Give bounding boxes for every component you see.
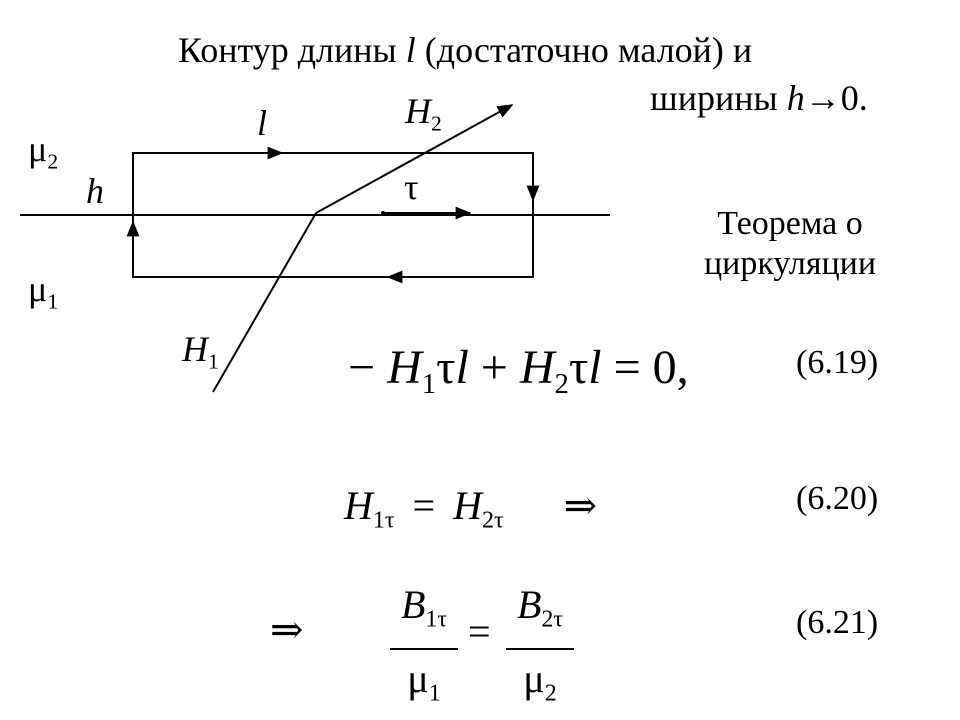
H1-vector: [213, 213, 316, 392]
label-l: l: [257, 103, 268, 143]
eq620-implies: ⇒: [563, 483, 598, 528]
eq619-l2: l: [588, 341, 602, 394]
eq621-mu1-sub: 1: [428, 680, 441, 707]
eq619-H2-letter: H: [519, 341, 555, 394]
eq621-implies: ⇒: [270, 607, 304, 652]
eq621-mu1-letter: μ: [407, 656, 429, 702]
eq619-H2: [519, 341, 569, 401]
equation-6-19: [348, 340, 689, 401]
label-H2-sub: 2: [431, 111, 442, 136]
eq621-fraction-left: [390, 582, 458, 717]
eq620-H1-letter: H: [344, 483, 373, 528]
eq621-fraction-right: [506, 582, 574, 717]
eq620-eq: =: [412, 483, 436, 528]
label-H1: [182, 328, 219, 375]
eq619-l1: l: [455, 341, 469, 394]
title-line1-prefix: Контур длины: [178, 30, 406, 70]
title-line1-suffix: (достаточно малой) и: [415, 30, 753, 70]
eq620-H2: [453, 483, 504, 534]
eq619-H1-sub: 1: [421, 368, 437, 401]
eq-number-6-20: (6.20): [796, 480, 879, 517]
eq620-H1-sub: 1τ: [372, 507, 395, 534]
label-mu2-sub: 2: [47, 149, 59, 174]
eq621-bar-right: [506, 648, 574, 650]
label-h: h: [86, 171, 104, 211]
title-line2-var: h: [786, 78, 805, 118]
title-line2-suffix: →0.: [804, 78, 868, 118]
label-mu2-main: μ: [28, 129, 48, 169]
theorem-heading: [670, 204, 910, 284]
eq619-minus: −: [348, 341, 376, 394]
label-tau: τ: [404, 167, 419, 207]
label-mu2: [28, 128, 58, 175]
eq621-mu1: [407, 656, 440, 716]
eq-number-6-21: (6.21): [796, 604, 879, 641]
eq621-B2: [517, 582, 563, 642]
label-H1-sub: 1: [208, 349, 219, 374]
eq619-tau1: τ: [436, 341, 456, 394]
eq620-H2-letter: H: [453, 483, 482, 528]
eq619-plus: +: [480, 341, 508, 394]
eq621-B1-letter: B: [400, 582, 426, 627]
eq621-eq: =: [468, 609, 491, 654]
eq619-eq: = 0,: [613, 341, 689, 394]
eq620-H2-sub: 2τ: [482, 507, 504, 534]
eq619-H2-sub: 2: [554, 368, 569, 401]
eq621-mu2-letter: μ: [523, 656, 545, 702]
eq619-H1-letter: H: [387, 341, 422, 394]
eq621-B2-sub: 2τ: [541, 606, 564, 633]
eq621-mu2-sub: 2: [544, 680, 557, 707]
equation-6-20: [344, 482, 597, 534]
eq619-tau2: τ: [568, 341, 589, 394]
eq621-mu2: [523, 656, 556, 716]
eq621-B1: [401, 582, 447, 642]
label-H2: [405, 90, 442, 137]
tau-origin-dot: [381, 211, 385, 215]
eq621-B1-sub: 1τ: [425, 606, 448, 633]
label-mu1: [28, 268, 58, 315]
eq619-H1: [387, 341, 437, 401]
label-H2-main: H: [405, 91, 431, 131]
theorem-line-2: циркуляции: [703, 245, 877, 282]
eq621-B2-letter: B: [516, 582, 542, 627]
label-mu1-sub: 1: [47, 289, 59, 314]
title-line1-var: l: [405, 30, 416, 70]
theorem-line-1: Теорема о: [717, 205, 863, 242]
title-line2-prefix: ширины: [650, 78, 787, 118]
eq621-bar-left: [390, 648, 458, 650]
label-H1-main: H: [182, 329, 208, 369]
eq620-H1: [344, 483, 395, 534]
eq-number-6-19: (6.19): [796, 344, 879, 381]
label-mu1-main: μ: [28, 269, 48, 309]
